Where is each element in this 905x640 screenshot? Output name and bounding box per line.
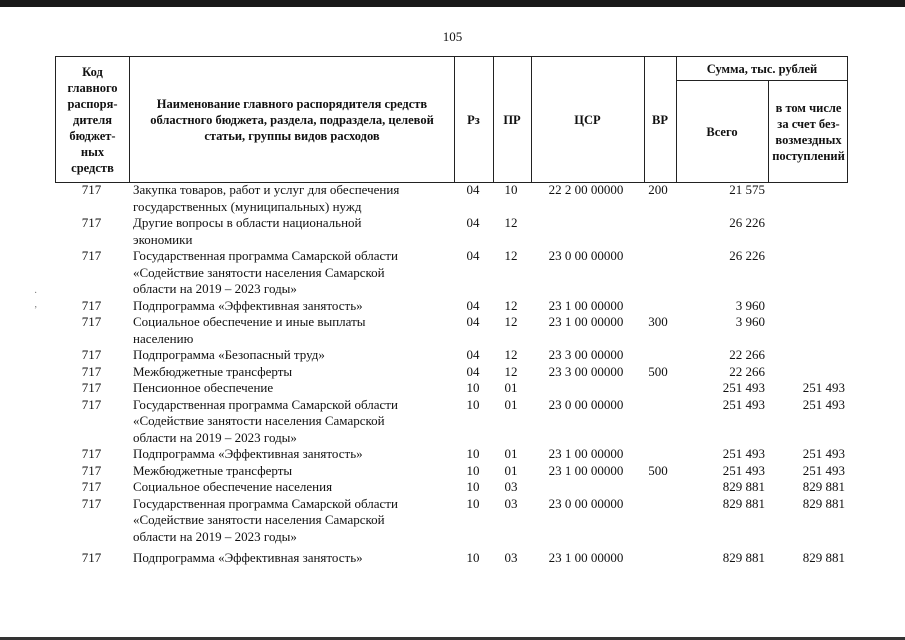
cell-name: Социальное обеспечение населения xyxy=(133,479,333,494)
cell-csr: 23 0 00 00000 xyxy=(548,248,624,263)
cell-name: Подпрограмма «Эффективная занятость» xyxy=(133,550,363,565)
cell-rz: 04 xyxy=(466,314,480,329)
table-row xyxy=(55,347,848,364)
cell-name: Подпрограмма «Безопасный труд» xyxy=(133,347,325,362)
cell-vr: 500 xyxy=(648,363,668,379)
cell-pr: 01 xyxy=(504,380,518,395)
cell-free: 829 881 xyxy=(802,479,845,494)
cell-total: 251 493 xyxy=(722,380,765,395)
cell-total: 22 266 xyxy=(729,363,765,379)
cell-code: 717 xyxy=(81,479,102,494)
header-rz: Рз xyxy=(467,112,480,127)
cell-free: 251 493 xyxy=(802,380,845,395)
cell-name: Закупка товаров, работ и услуг для обеспечения государственных (муниципальных) нужд xyxy=(133,182,400,214)
cell-name: Подпрограмма «Эффективная занятость» xyxy=(133,446,363,461)
header-free: в том числе за счет без-возмездных поступлений xyxy=(772,100,845,163)
cell-code: 717 xyxy=(81,347,102,362)
cell-vr: 200 xyxy=(648,182,668,197)
cell-total: 829 881 xyxy=(722,495,765,511)
cell-csr: 23 3 00 00000 xyxy=(548,347,624,362)
header-total: Всего xyxy=(706,124,738,139)
cell-code: 717 xyxy=(81,314,102,329)
cell-free: 251 493 xyxy=(802,446,845,461)
cell-rz: 10 xyxy=(466,396,480,412)
cell-code: 717 xyxy=(81,550,102,565)
cell-rz: 10 xyxy=(466,462,480,478)
cell-pr: 03 xyxy=(504,550,518,565)
cell-free: 251 493 xyxy=(802,396,845,412)
cell-code: 717 xyxy=(81,462,102,478)
cell-pr: 12 xyxy=(504,297,518,313)
cell-rz: 04 xyxy=(466,363,480,379)
cell-name: Межбюджетные трансферты xyxy=(133,462,293,478)
cell-name: Государственная программа Самарской области «Содействие занятости населения Самарской области на 2019 – 2023 годы» xyxy=(133,495,398,544)
cell-csr: 23 0 00 00000 xyxy=(548,495,624,511)
cell-name: Социальное обеспечение и иные выплаты населению xyxy=(133,314,366,346)
table-row xyxy=(55,215,848,248)
cell-name: Государственная программа Самарской области «Содействие занятости населения Самарской области на 2019 – 2023 годы» xyxy=(133,248,398,296)
cell-pr: 12 xyxy=(504,347,518,362)
cell-pr: 01 xyxy=(504,396,518,412)
cell-total: 251 493 xyxy=(722,446,765,461)
cell-total: 21 575 xyxy=(729,182,765,197)
cell-vr: 300 xyxy=(648,314,668,329)
header-sum: Сумма, тыс. рублей xyxy=(706,61,818,76)
table-row xyxy=(55,397,848,447)
table-row xyxy=(55,314,848,347)
cell-name: Государственная программа Самарской области «Содействие занятости населения Самарской области на 2019 – 2023 годы» xyxy=(133,396,398,445)
cell-rz: 04 xyxy=(466,215,480,230)
header-csr: ЦСР xyxy=(574,112,601,127)
cell-code: 717 xyxy=(81,380,102,395)
cell-rz: 10 xyxy=(466,446,480,461)
cell-pr: 12 xyxy=(504,363,518,379)
cell-csr: 23 1 00 00000 xyxy=(548,446,624,461)
cell-rz: 10 xyxy=(466,495,480,511)
header-name: Наименование главного распорядителя средств областного бюджета, раздела, подраздела, целевой статьи, группы видов расходов xyxy=(150,96,434,143)
cell-name: Пенсионное обеспечение xyxy=(133,380,274,395)
cell-total: 829 881 xyxy=(722,550,765,565)
cell-csr: 23 1 00 00000 xyxy=(548,297,624,313)
cell-rz: 10 xyxy=(466,479,480,494)
cell-code: 717 xyxy=(81,446,102,461)
cell-pr: 12 xyxy=(504,248,518,263)
cell-free: 251 493 xyxy=(802,462,845,478)
header-code: Код главного распоря-дителя бюджет-ных средств xyxy=(67,64,118,175)
cell-pr: 12 xyxy=(504,215,518,230)
cell-code: 717 xyxy=(81,182,102,197)
header-vr: ВР xyxy=(652,112,668,127)
cell-code: 717 xyxy=(81,396,102,412)
cell-code: 717 xyxy=(81,363,102,379)
cell-code: 717 xyxy=(81,495,102,511)
cell-total: 829 881 xyxy=(722,479,765,494)
cell-csr: 23 3 00 00000 xyxy=(548,363,624,379)
page-number: 105 xyxy=(442,29,463,44)
cell-total: 26 226 xyxy=(729,215,765,230)
cell-total: 22 266 xyxy=(729,347,765,362)
header-pr: ПР xyxy=(503,112,521,127)
table-row xyxy=(55,364,848,381)
table-body xyxy=(55,182,848,567)
cell-total: 3 960 xyxy=(735,297,765,313)
cell-csr: 22 2 00 00000 xyxy=(548,182,624,197)
table-row xyxy=(55,496,848,546)
cell-total: 251 493 xyxy=(722,462,765,478)
cell-name: Межбюджетные трансферты xyxy=(133,363,293,379)
cell-pr: 01 xyxy=(504,462,518,478)
table-row xyxy=(55,463,848,480)
cell-pr: 12 xyxy=(504,314,518,329)
cell-rz: 04 xyxy=(466,297,480,313)
cell-csr: 23 1 00 00000 xyxy=(548,462,624,478)
cell-csr: 23 1 00 00000 xyxy=(548,550,624,565)
cell-vr: 500 xyxy=(648,462,668,478)
table-row xyxy=(55,248,848,298)
cell-free: 829 881 xyxy=(802,550,845,565)
cell-csr: 23 1 00 00000 xyxy=(548,314,624,329)
cell-total: 251 493 xyxy=(722,396,765,412)
cell-pr: 10 xyxy=(504,182,518,197)
table-row xyxy=(55,550,848,567)
cell-rz: 04 xyxy=(466,347,480,362)
cell-name: Подпрограмма «Эффективная занятость» xyxy=(133,297,363,313)
cell-code: 717 xyxy=(81,248,102,263)
cell-rz: 04 xyxy=(466,248,480,263)
cell-rz: 10 xyxy=(466,550,480,565)
cell-free: 829 881 xyxy=(802,495,845,511)
cell-name: Другие вопросы в области национальной экономики xyxy=(133,215,362,247)
table-row xyxy=(55,380,848,397)
cell-total: 3 960 xyxy=(735,314,765,329)
scan-artifact: · ‚ xyxy=(34,288,38,310)
cell-rz: 10 xyxy=(466,380,480,395)
cell-pr: 03 xyxy=(504,479,518,494)
table-row xyxy=(55,298,848,315)
cell-pr: 03 xyxy=(504,495,518,511)
table-row xyxy=(55,446,848,463)
cell-csr: 23 0 00 00000 xyxy=(548,396,624,412)
table-row xyxy=(55,479,848,496)
cell-code: 717 xyxy=(81,297,102,313)
cell-pr: 01 xyxy=(504,446,518,461)
cell-rz: 04 xyxy=(466,182,480,197)
table-header xyxy=(55,56,848,183)
cell-code: 717 xyxy=(81,215,102,230)
scan-top-border xyxy=(0,0,905,7)
cell-total: 26 226 xyxy=(729,248,765,263)
table-row xyxy=(55,182,848,215)
